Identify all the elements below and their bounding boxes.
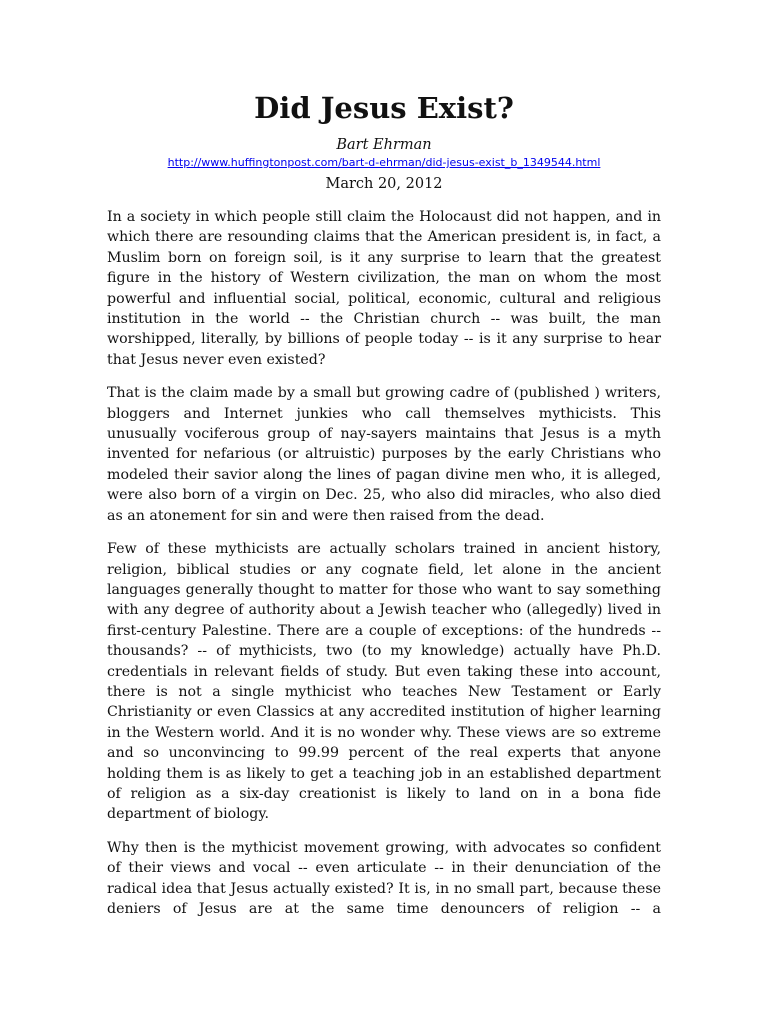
author-name: Bart Ehrman — [336, 137, 432, 153]
paragraph-2: That is the claim made by a small but growing cadre of (published ) writers, bloggers and Internet junkies who call themselves mythicists. This unusually vociferous group of nay-sayers maintains that Jesus is a myth invented for nefarious (or altruistic) purposes by the early Christians who modeled their savior along the lines of pagan divine men who, it is alleged, were also born of a virgin on Dec. 25, who also did miracles, who also died as an atonement for sin and were then raised from the dead. — [107, 385, 661, 524]
publication-date: March 20, 2012 — [325, 176, 443, 192]
paragraph-3: Few of these mythicists are actually scholars trained in ancient history, religion, biblical studies or any cognate field, let alone in the ancient languages generally thought to matter for those who want to say something with any degree of authority about a Jewish teacher who (allegedly) lived in first-century Palestine. There are a couple of exceptions: of the hundreds -- thousands? -- of mythicists, two (to my knowledge) actually have Ph.D. credentials in relevant fields of study. But even taking these into account, there is not a single mythicist who teaches New Testament or Early Christianity or even Classics at any accredited institution of higher learning in the Western world. And it is no wonder why. These views are so extreme and so unconvincing to 99.99 percent of the real experts that anyone holding them is as likely to get a teaching job in an established department of religion as a six-day creationist is likely to land on in a bona fide department of biology. — [107, 541, 661, 823]
paragraph-4: Why then is the mythicist movement growing, with advocates so confident of their views and vocal -- even articulate -- in their denunciation of the radical idea that Jesus actually existed? It is, in no small part, because these deniers of Jesus are at the same time denouncers of religion -- a — [107, 839, 661, 917]
document-title: Did Jesus Exist? — [254, 91, 514, 125]
source-url-link[interactable]: http://www.huffingtonpost.com/bart-d-ehrman/did-jesus-exist_b_1349544.html — [167, 156, 601, 169]
article-body — [107, 207, 661, 919]
paragraph-1: In a society in which people still claim the Holocaust did not happen, and in which there are resounding claims that the American president is, in fact, a Muslim born on foreign soil, is it any surprise to learn that the greatest figure in the history of Western civilization, the man on whom the most powerful and influential social, political, economic, cultural and religious institution in the world -- the Christian church -- was built, the man worshipped, literally, by billions of people today -- is it any surprise to hear that Jesus never even existed? — [107, 209, 661, 368]
